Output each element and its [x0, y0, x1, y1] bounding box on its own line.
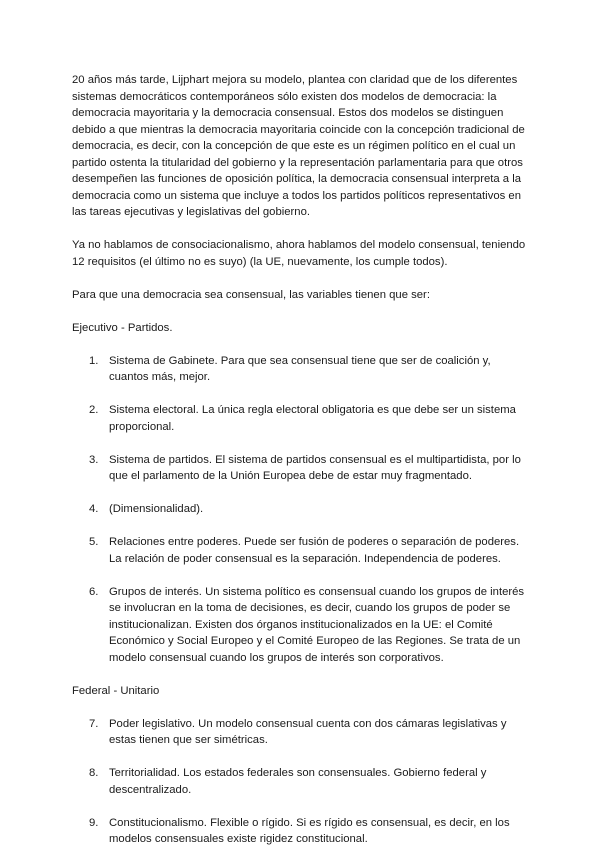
list-item-number: 4.	[89, 503, 99, 515]
list-item-number: 9.	[89, 816, 99, 829]
list-item-text: Sistema electoral. La única regla electoral obligatoria es que debe ser un sistema proporcional.	[109, 404, 516, 433]
list-item-number: 5.	[89, 536, 99, 548]
requirements-paragraph: Ya no hablamos de consociacionalismo, ahora hablamos del modelo consensual, teniendo 12 requisitos (el último no es suyo) (la UE, nuevamente, los cumple todos).	[72, 239, 526, 268]
list-item	[72, 584, 532, 667]
list-item-number: 6.	[89, 585, 99, 598]
ejecutivo-list	[72, 353, 532, 667]
list-item	[72, 452, 532, 485]
list-item	[72, 716, 532, 749]
list-item	[72, 402, 532, 435]
list-item-text: (Dimensionalidad).	[109, 503, 204, 515]
list-item-text: Sistema de partidos. El sistema de partidos consensual es el multipartidista, por lo que el parlamento de la Unión Europea debe de estar muy fragmentado.	[109, 453, 521, 482]
list-item-text: Relaciones entre poderes. Puede ser fusión de poderes o separación de poderes. La relación de poder consensual es la separación. Independencia de poderes.	[109, 536, 520, 565]
list-item	[72, 815, 532, 848]
list-item-number: 2.	[89, 404, 99, 416]
list-item-number: 7.	[89, 717, 99, 730]
list-item	[72, 534, 532, 567]
intro-paragraph: 20 años más tarde, Lijphart mejora su modelo, plantea con claridad que de los diferentes sistemas democráticos contemporáneos sólo existen dos modelos de democracia: la democracia mayoritaria y la democracia consensual. Estos dos modelos se distinguen debido a que mientras la democracia mayoritaria coincide con la concepción tradicional de democracia, es decir, con la concepción de que este es un régimen político en el cual un partido ostenta la titularidad del gobierno y la representación parlamentaria para que otros desempeñen las funciones de oposición política, la democracia consensual interpreta a la democracia como un sistema que incluye a todos los partidos políticos representativos en las tareas ejecutivas y legislativas del gobierno.	[72, 74, 525, 218]
list-item-number: 1.	[89, 354, 99, 367]
list-item-text: Grupos de interés. Un sistema político es consensual cuando los grupos de interés se involucran en la toma de decisiones, es decir, cuando los grupos de poder se institucionalizan. Existen dos órganos institucionalizados en la UE: el Comité Económico y Social Europeo y el Comité Europeo de las Regiones. Se trata de un modelo consensual cuando los grupos de interés son corporativos.	[109, 585, 525, 664]
document-body	[72, 72, 532, 864]
list-item-number: 8.	[89, 767, 99, 779]
section-heading-federal: Federal - Unitario	[72, 684, 160, 697]
list-item-text: Constitucionalismo. Flexible o rígido. Si es rígido es consensual, es decir, en los modelos consensuales existe rigidez constitucional.	[109, 816, 510, 845]
list-item	[72, 501, 532, 518]
list-item-text: Territorialidad. Los estados federales son consensuales. Gobierno federal y descentralizado.	[109, 767, 487, 796]
list-item-text: Poder legislativo. Un modelo consensual cuenta con dos cámaras legislativas y estas tienen que ser simétricas.	[109, 717, 507, 746]
list-item	[72, 765, 532, 798]
federal-list	[72, 716, 532, 848]
list-item-number: 3.	[89, 453, 99, 466]
section-heading-ejecutivo: Ejecutivo - Partidos.	[72, 321, 173, 334]
variables-intro-paragraph: Para que una democracia sea consensual, las variables tienen que ser:	[72, 288, 430, 301]
list-item-text: Sistema de Gabinete. Para que sea consensual tiene que ser de coalición y, cuantos más, mejor.	[109, 354, 491, 383]
list-item	[72, 353, 532, 386]
